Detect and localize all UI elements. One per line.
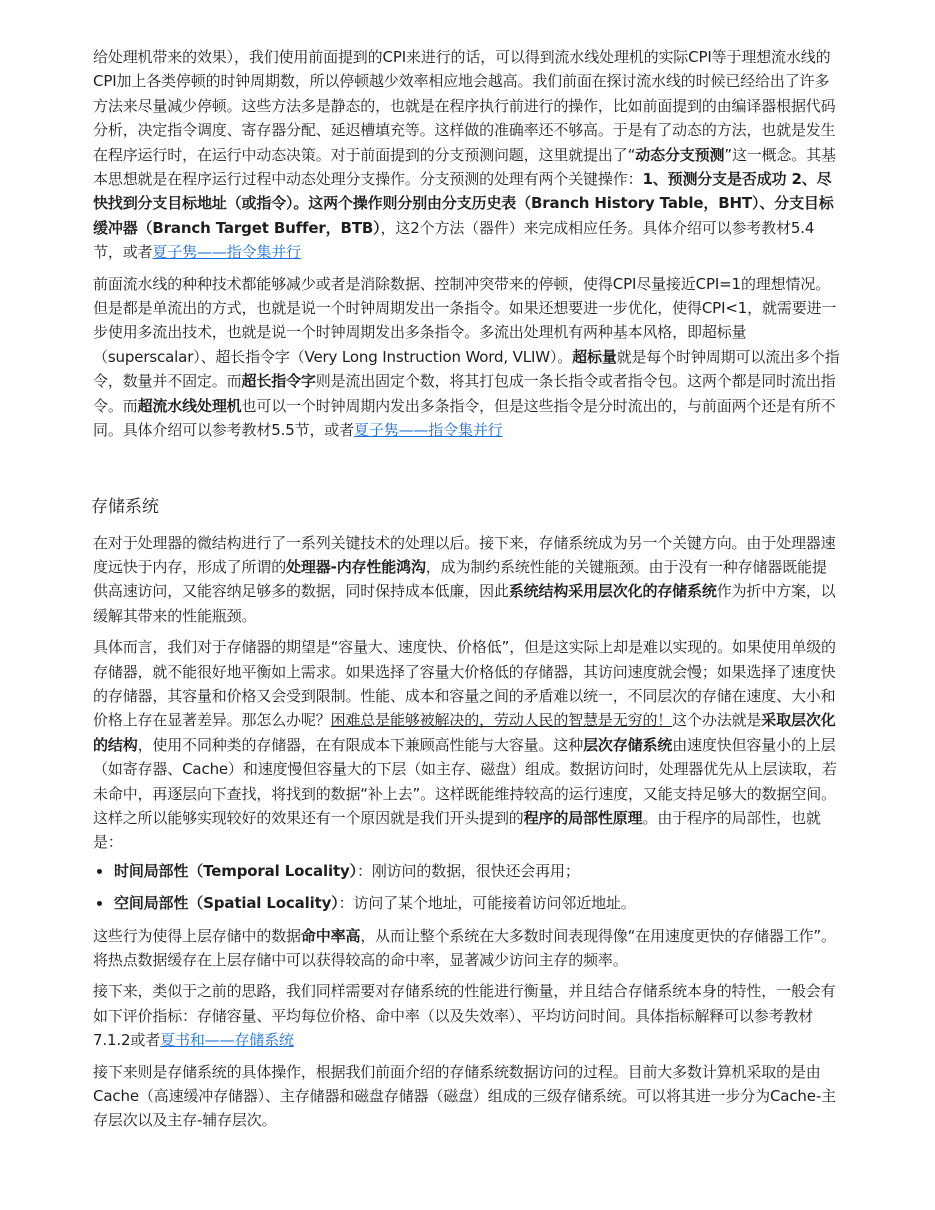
text: 前面流水线的种种技术都能够减少或者是消除数据、控制冲突带来的停顿，使得CPI尽量接近CPI=1的理想情况。但是都是单流出的方式，也就是说一个时钟周期发出一条指令。如果还想要进一步优化，使得CPI<1，就需要进一步使用多流出技术，也就是说一个时钟周期发出多条指令。多流出处理机有两种基本风格，即超标量（superscalar）、超长指令字（Very Long Instruction Word, VLIW）。 (93, 274, 837, 366)
term-superscalar: 超标量 (572, 347, 617, 366)
text: ，这2个方法（器件）来完成相应任务。具体介绍可以参考教材5.4节，或者 (93, 218, 815, 262)
text: 这个办法就是 (672, 711, 762, 730)
term-spatial-locality: 空间局部性（Spatial Locality） (114, 894, 339, 913)
term-processor-memory-gap: 处理器-内存性能鸿沟 (286, 557, 426, 576)
text: 接下来则是存储系统的具体操作，根据我们前面介绍的存储系统数据访问的过程。目前大多数计算机采取的是由Cache（高速缓冲存储器）、主存储器和磁盘存储器（磁盘）组成的三级存储系统。可以将其进一步分为Cache-主存层次以及主存-辅存层次。 (93, 1062, 836, 1130)
list-item-temporal-locality (114, 859, 841, 883)
text: 在对于处理器的微结构进行了一系列关键技术的处理以后。接下来，存储系统成为另一个关键方向。由于处理器速度远快于内存，形成了所谓的 (93, 533, 836, 576)
list-item-spatial-locality (114, 891, 841, 915)
term-hit-rate: 命中率高 (300, 926, 361, 945)
paragraph-hierarchy (93, 635, 841, 855)
link-instruction-parallelism-2[interactable]: 夏子隽——指令集并行 (354, 421, 503, 440)
term-vliw: 超长指令字 (241, 372, 316, 391)
text: ：刚访问的数据，很快还会再用； (356, 861, 580, 880)
paragraph-dynamic-branch-prediction (93, 45, 841, 265)
text: 也可以一个时钟周期内发出多条指令，但是这些指令是分时流出的，与前面两个还是有所不同。具体介绍可以参考教材5.5节，或者 (93, 396, 836, 440)
text: 具体而言，我们对于存储器的期望是“容量大、速度快、价格低”，但是这实际上却是难以实现的。如果使用单级的存储器，就不能很好地平衡如上需求。如果选择了容量大价格低的存储器，其访问速度就会慢；如果选择了速度快的存储器，其容量和价格又会受到限制。性能、成本和容量之间的矛盾难以统一，不同层次的存储在速度、大小和价格上存在显著差异。那怎么办呢？ (93, 638, 836, 730)
term-locality-principle: 程序的局部性原理 (523, 808, 643, 827)
term-superpipeline: 超流水线处理机 (137, 396, 242, 415)
text: ”这一概念。其基本思想就是在程序运行过程中动态处理分支操作。分支预测的处理有两个关键操作： (93, 145, 836, 189)
text: ，从而让整个系统在大多数时间表现得像“在用速度更快的存储器工作”。将热点数据缓存在上层存储中可以获得较高的命中率，显著减少访问主存的频率。 (93, 926, 836, 969)
link-instruction-parallelism[interactable]: 夏子隽——指令集并行 (152, 243, 301, 262)
paragraph-three-level-storage (93, 1060, 841, 1133)
term-dynamic-branch-prediction: 动态分支预测 (635, 145, 725, 164)
paragraph-metrics (93, 979, 841, 1052)
text: 则是流出固定个数，将其打包成一条长指令或者指令包。这两个都是同时流出指令。而 (93, 372, 836, 415)
term-hierarchical-structure: 采取层次化的结构 (93, 711, 836, 754)
text: 接下来，类似于之前的思路，我们同样需要对存储系统的性能进行衡量，并且结合存储系统本身的特性，一般会有如下评价指标：存储容量、平均每位价格、命中率（以及失效率）、平均访问时间。具体指标解释可以参考教材7.1.2或者 (93, 982, 836, 1050)
link-storage-system[interactable]: 夏书和——存储系统 (160, 1031, 294, 1050)
paragraph-multiple-issue (93, 272, 841, 443)
term-hierarchical-storage-system: 层次存储系统 (583, 735, 673, 754)
underlined-remark: 困难总是能够被解决的，劳动人民的智慧是无穷的！ (330, 711, 673, 730)
text: ，使用不同种类的存储器，在有限成本下兼顾高性能与大容量。这种 (137, 735, 584, 754)
paragraph-hit-rate (93, 924, 841, 973)
locality-list (93, 859, 841, 916)
text: 这些行为使得上层存储中的数据 (93, 926, 301, 945)
section-heading-storage-system: 存储系统 (91, 496, 159, 517)
text: 给处理机带来的效果），我们使用前面提到的CPI来进行的话，可以得到流水线处理机的实际CPI等于理想流水线的CPI加上各类停顿的时钟周期数，所以停顿越少效率相应地会越高。我们前面在探讨流水线的时候已经给出了许多方法来尽量减少停顿。这些方法多是静态的，也就是在程序执行前进行的操作，比如前面提到的由编译器根据代码分析，决定指令调度、寄存器分配、延迟槽填充等。这样做的准确率还不够高。于是有了动态的方法，也就是发生在程序运行时，在运行中动态决策。对于前面提到的分支预测问题，这里就提出了“ (93, 48, 836, 164)
term-temporal-locality: 时间局部性（Temporal Locality） (114, 861, 357, 880)
paragraph-memory-gap (93, 531, 841, 629)
key-operations: 1、预测分支是否成功 2、尽快找到分支目标地址（或指令）。这两个操作则分别由分支历史表（Branch History Table，BHT）、分支目标缓冲器（Branch Target Buffer，BTB） (93, 170, 834, 237)
text: ，成为制约系统性能的关键瓶颈。由于没有一种存储器既能提供高速访问，又能容纳足够多的数据，同时保持成本低廉，因此 (93, 557, 827, 601)
term-hierarchical-storage: 系统结构采用层次化的存储系统 (508, 582, 717, 601)
text: 作为折中方案，以缓解其带来的性能瓶颈。 (93, 582, 836, 625)
document-body (93, 45, 841, 1133)
text: 就是每个时钟周期可以流出多个指令，数量并不固定。而 (93, 347, 840, 391)
text: 。由于程序的局部性，也就是： (93, 808, 821, 852)
text: ：访问了某个地址，可能接着访问邻近地址。 (338, 894, 636, 913)
text: 由速度快但容量小的上层（如寄存器、Cache）和速度慢但容量大的下层（如主存、磁盘）组成。数据访问时，处理器优先从上层读取，若未命中，再逐层向下查找，将找到的数据“补上去”。这样既能维持较高的运行速度，又能支持足够大的数据空间。这样之所以能够实现较好的效果还有一个原因就是我们开头提到的 (93, 735, 837, 827)
